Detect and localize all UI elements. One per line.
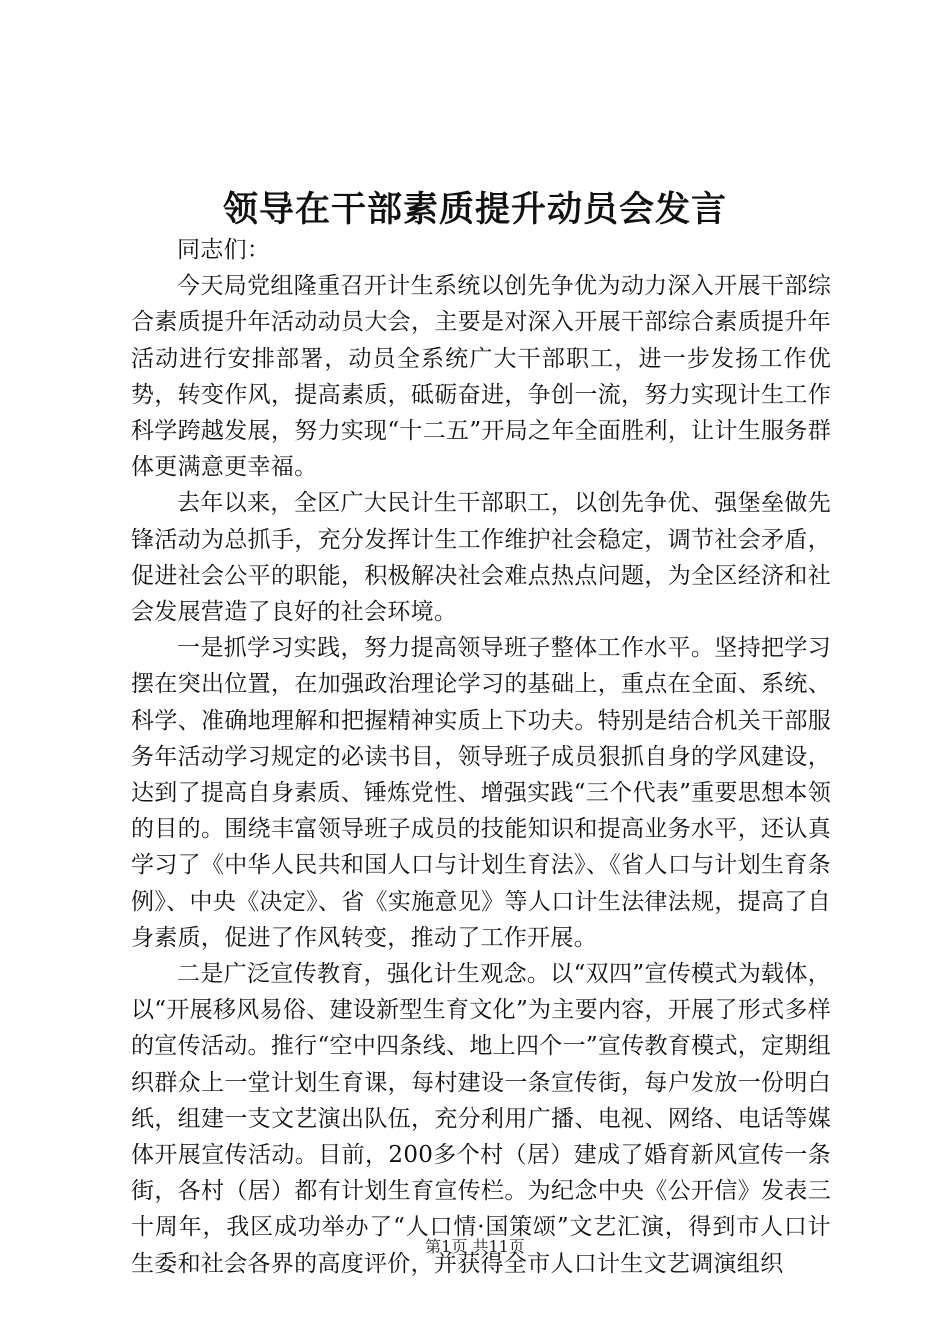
paragraph-3: 一是抓学习实践，努力提高领导班子整体工作水平。坚持把学习摆在突出位置，在加强政治理论学习的基础上，重点在全面、系统、科学、准确地理解和把握精神实质上下功夫。特别是结合机关干部服务年活动学习规定的必读书目，领导班子成员狠抓自身的学风建设，达到了提高自身素质、锤炼党性、增强实践“三个代表”重要思想本领的目的。围绕丰富领导班子成员的技能知识和提高业务水平，还认真学习了《中华人民共和国人口与计划生育法》、《省人口与计划生育条例》、中央《决定》、省《实施意见》等人口计生法律法规，提高了自身素质，促进了作风转变，推动了工作开展。 (131, 635, 831, 951)
document-body (131, 232, 831, 1282)
salutation: 同志们： (177, 237, 271, 263)
page-footer: 第1页 共11页 (425, 1237, 525, 1256)
document-title: 领导在干部素质提升动员会发言 (222, 189, 727, 230)
paragraph-4: 二是广泛宣传教育，强化计生观念。以“双四”宣传模式为载体，以“开展移风易俗、建设新型生育文化”为主要内容，开展了形式多样的宣传活动。推行“空中四条线、地上四个一”宣传教育模式，定期组织群众上一堂计划生育课，每村建设一条宣传街，每户发放一份明白纸，组建一支文艺演出队伍，充分利用广播、电视、网络、电话等媒体开展宣传活动。目前，200多个村（居）建成了婚育新风宣传一条街，各村（居）都有计划生育宣传栏。为纪念中央《公开信》发表三十周年，我区成功举办了“人口情·国策颂”文艺汇演，得到市人口计生委和社会各界的高度评价，并获得全市人口计生文艺调演组织 (131, 961, 831, 1277)
paragraph-1: 今天局党组隆重召开计生系统以创先争优为动力深入开展干部综合素质提升年活动动员大会，主要是对深入开展干部综合素质提升年活动进行安排部署，动员全系统广大干部职工，进一步发扬工作优势，转变作风，提高素质，砥砺奋进，争创一流，努力实现计生工作科学跨越发展，努力实现“十二五”开局之年全面胜利，让计生服务群体更满意更幸福。 (131, 273, 831, 481)
paragraph-2: 去年以来，全区广大民计生干部职工，以创先争优、强堡垒做先锋活动为总抓手，充分发挥计生工作维护社会稳定，调节社会矛盾，促进社会公平的职能，积极解决社会难点热点问题，为全区经济和社会发展营造了良好的社会环境。 (131, 490, 831, 626)
